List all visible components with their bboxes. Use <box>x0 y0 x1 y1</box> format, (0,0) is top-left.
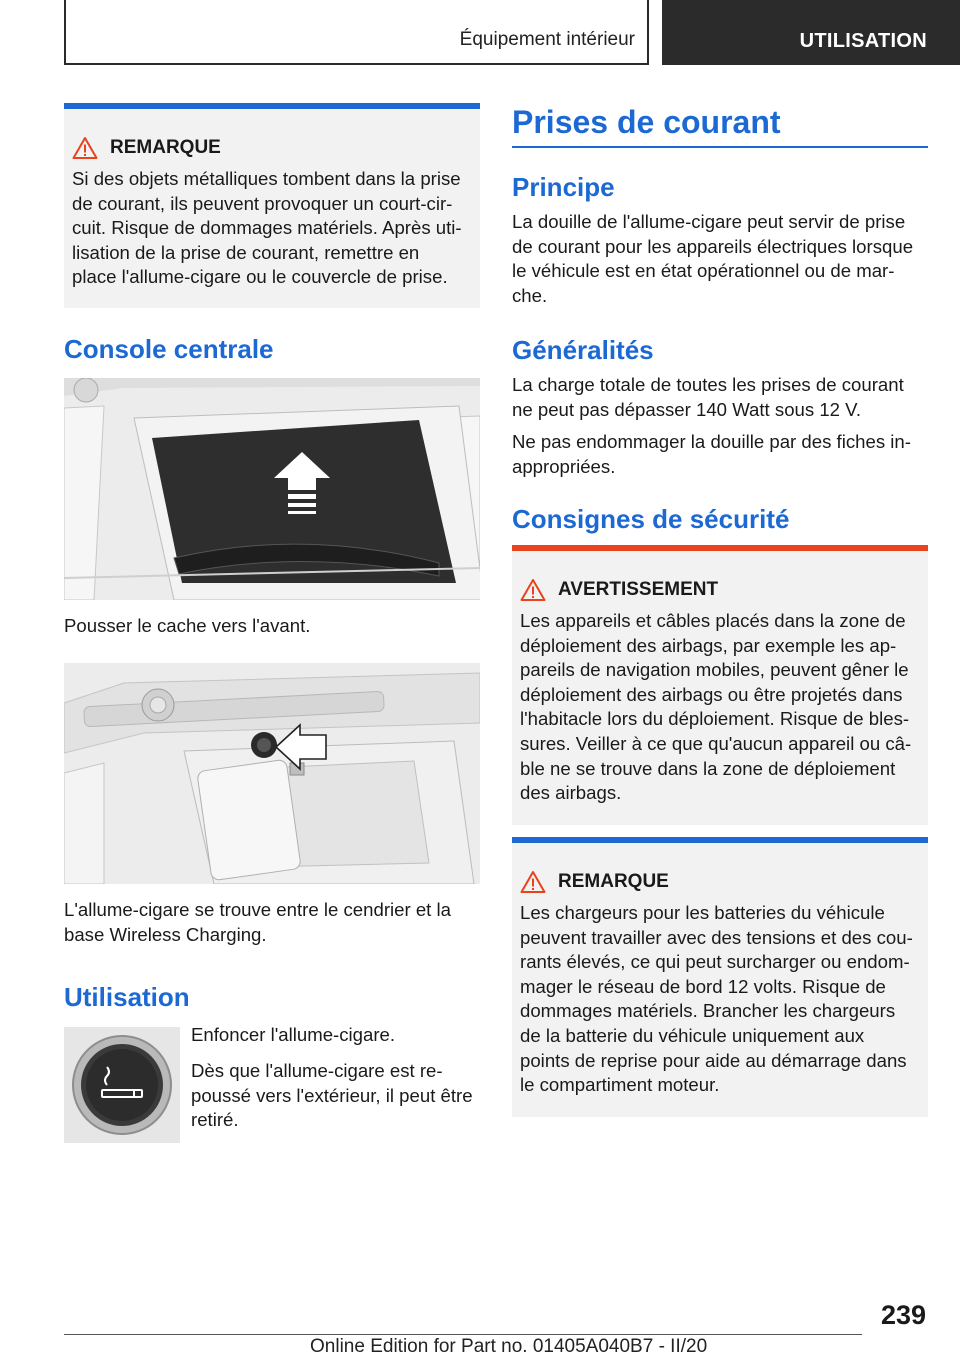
usage-instruction-press: Enfoncer l'allume-cigare. <box>191 1024 396 1045</box>
illustration-lighter-location <box>64 663 480 884</box>
warning-title: AVERTISSEMENT <box>520 575 920 605</box>
title-underline <box>512 146 928 148</box>
page-title: Prises de courant <box>512 104 781 140</box>
caption-lighter-location: L'allume-cigare se trouve entre le cendrier et la base Wireless Charging. <box>64 899 451 945</box>
notice-title: REMARQUE <box>520 867 920 897</box>
illustration-console-cover <box>64 378 480 600</box>
illustration-lighter-button <box>64 1027 180 1143</box>
section-title: Équipement intérieur <box>459 29 635 50</box>
notice-box-metal-objects: REMARQUE Si des objets métalliques tombent dans la prise de courant, ils peuvent provoquer un court-cir- cuit. Risque de dommages matériels. Après uti- lisation de la prise de courant, remettre en place l'allume-cigare ou le couvercle de prise. <box>64 103 480 308</box>
footer-divider <box>64 1334 862 1335</box>
heading-utilisation: Utilisation <box>64 982 190 1012</box>
notice-title: REMARQUE <box>72 133 472 163</box>
usage-instruction-remove: Dès que l'allume-cigare est re- poussé vers l'extérieur, il peut être retiré. <box>191 1060 473 1131</box>
header-chapter-tab <box>662 0 960 65</box>
caption-push-cover: Pousser le cache vers l'avant. <box>64 615 311 636</box>
heading-consignes-securite: Consignes de sécurité <box>512 504 790 534</box>
heading-principe: Principe <box>512 172 615 202</box>
page-number: 239 <box>880 1300 926 1330</box>
notice-box-chargers: REMARQUE Les chargeurs pour les batteries du véhicule peuvent travailler avec des tensions et des cou- rants élevés, ce qui peut surcharger ou endom- mager le réseau de bord 12 volts. Risque de dommages matériels. Brancher les chargeurs de la batterie du véhicule uniquement aux points de reprise pour aide au démarrage dans le compartiment moteur. <box>512 837 928 1117</box>
heading-generalites: Généralités <box>512 335 654 365</box>
warning-box-airbags: AVERTISSEMENT Les appareils et câbles placés dans la zone de déploiement des airbags, par exemple les ap- pareils de navigation mobiles, peuvent gêner le déploiement des airbags ou être projetés dans l'habitacle lors du déploiement. Risque de bles- sures. Veiller à ce que qu'aucun appareil ou câ- ble ne se trouve dans la zone de déploiement des airbags. <box>512 545 928 825</box>
principle-text: La douille de l'allume-cigare peut servir de prise de courant pour les appareils électriques lorsque le véhicule est en état opérationnel ou de mar- che. <box>512 211 914 306</box>
chapter-title: UTILISATION <box>799 30 927 52</box>
warning-triangle-icon <box>72 136 98 160</box>
footer-edition: Online Edition for Part no. 01405A040B7 - II/20 <box>310 1336 708 1357</box>
heading-console-centrale: Console centrale <box>64 334 274 364</box>
general-text-load: La charge totale de toutes les prises de courant ne peut pas dépasser 140 Watt sous 12 V. <box>512 374 904 420</box>
general-text-socket: Ne pas endommager la douille par des fiches in- appropriées. <box>512 431 911 477</box>
header-section-title <box>64 0 649 65</box>
warning-triangle-icon <box>520 578 546 602</box>
warning-triangle-icon <box>520 870 546 894</box>
